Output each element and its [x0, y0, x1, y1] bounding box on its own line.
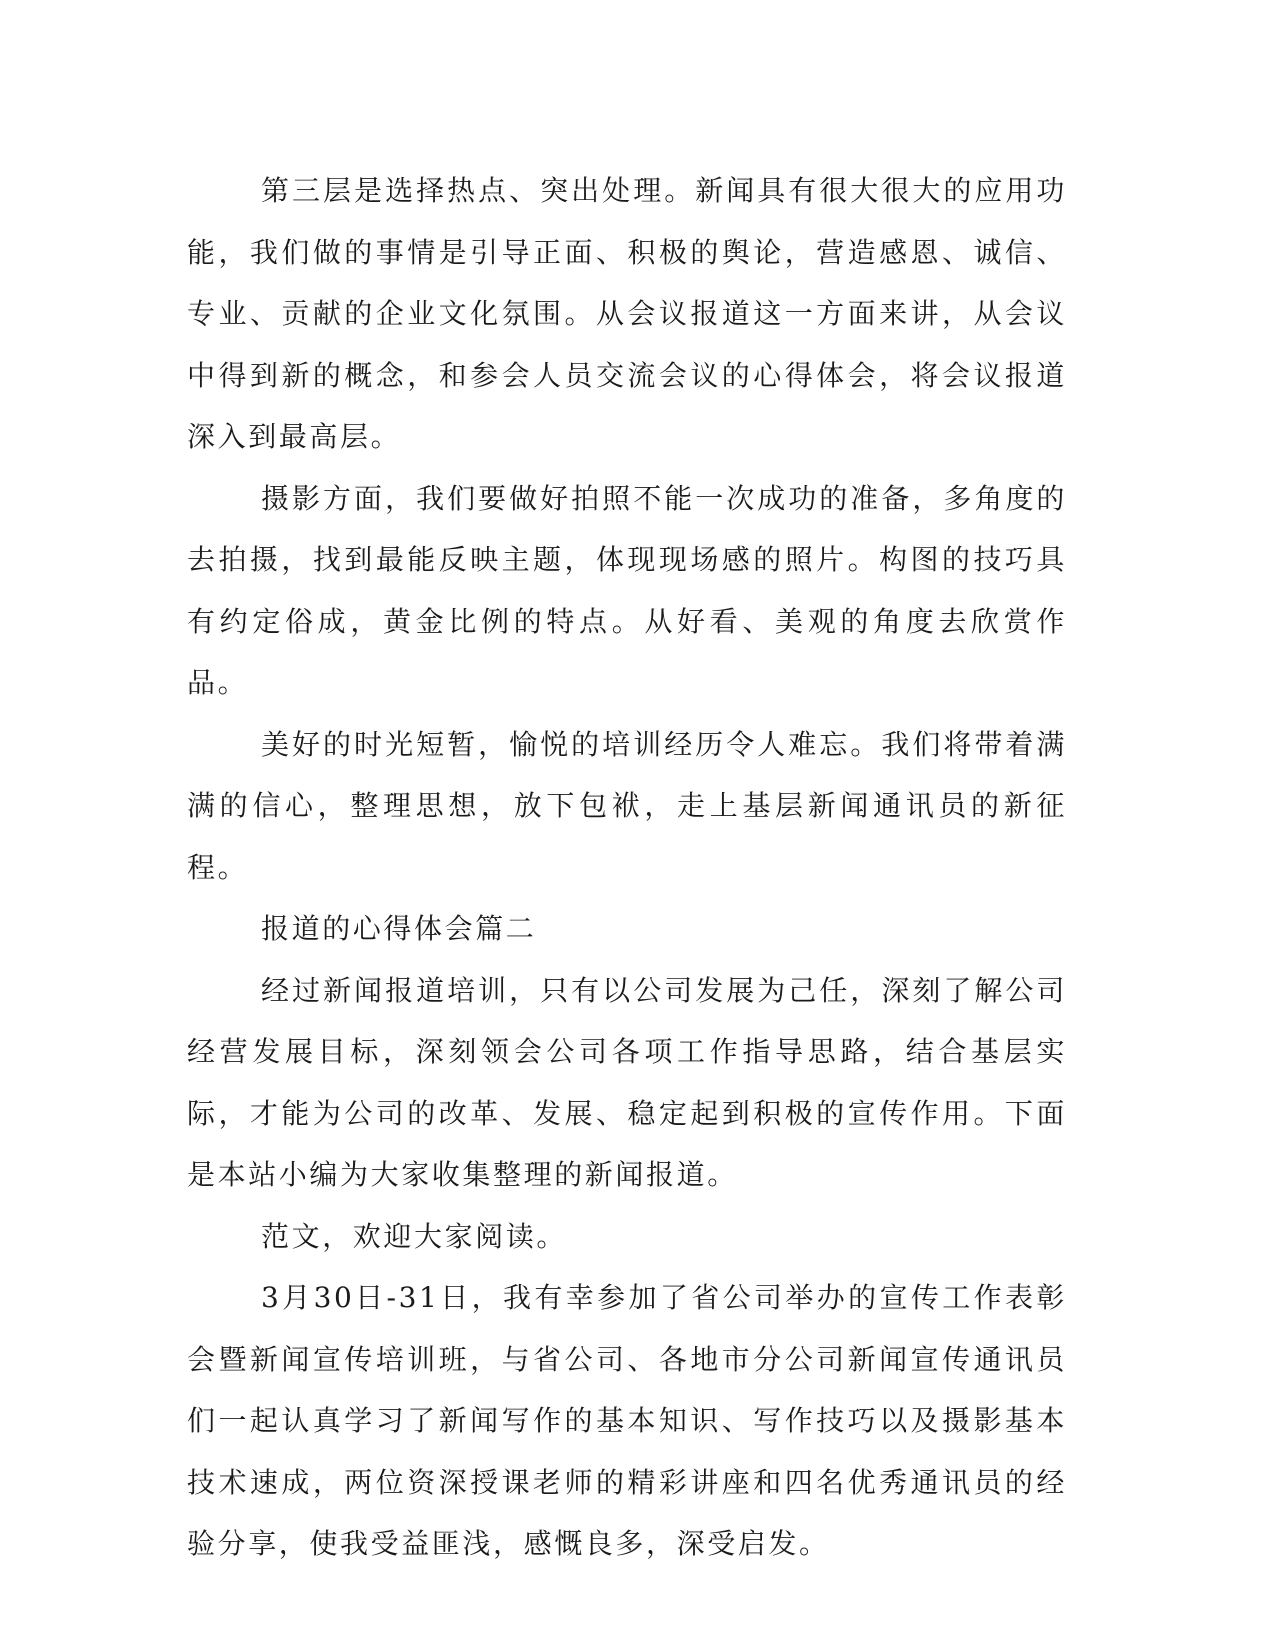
paragraph-photography: 摄影方面，我们要做好拍照不能一次成功的准备，多角度的去拍摄，找到最能反映主题，体现现场感的照片。构图的技巧具有约定俗成，黄金比例的特点。从好看、美观的角度去欣赏作品。 — [187, 481, 1067, 699]
paragraph-training-details: 3月30日-31日，我有幸参加了省公司举办的宣传工作表彰会暨新闻宣传培训班，与省公司、各地市分公司新闻宣传通讯员们一起认真学习了新闻写作的基本知识、写作技巧以及摄影基本技术速成，两位资深授课老师的精彩讲座和四名优秀通讯员的经验分享，使我受益匪浅，感慨良多，深受启发。 — [187, 1281, 1067, 1560]
paragraph-training-intro: 经过新闻报道培训，只有以公司发展为己任，深刻了解公司经营发展目标，深刻领会公司各项工作指导思路，结合基层实际，才能为公司的改革、发展、稳定起到积极的宣传作用。下面是本站小编为大家收集整理的新闻报道。 — [187, 973, 1067, 1191]
document-body — [187, 160, 1067, 1575]
paragraph-welcome: 范文，欢迎大家阅读。 — [261, 1219, 568, 1253]
section-heading: 报道的心得体会篇二 — [261, 912, 537, 945]
paragraph-hotspot-selection: 第三层是选择热点、突出处理。新闻具有很大很大的应用功能，我们做的事情是引导正面、积极的舆论，营造感恩、诚信、专业、贡献的企业文化氛围。从会议报道这一方面来讲，从会议中得到新的概念，和参会人员交流会议的心得体会，将会议报道深入到最高层。 — [187, 174, 1067, 453]
paragraph-closing-reflection: 美好的时光短暂，愉悦的培训经历令人难忘。我们将带着满满的信心，整理思想，放下包袱，走上基层新闻通讯员的新征程。 — [187, 727, 1067, 884]
